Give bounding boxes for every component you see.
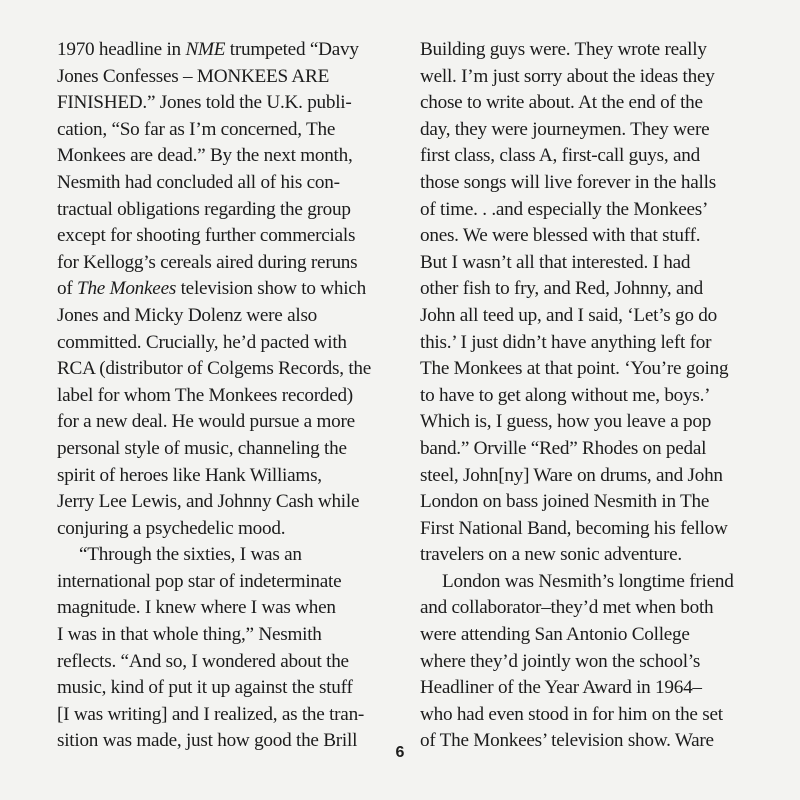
text-line: The Monkees at that point. ‘You’re going: [420, 358, 729, 380]
text-line: magnitude. I knew where I was when: [57, 597, 336, 619]
text-line: well. I’m just sorry about the ideas they: [420, 65, 715, 87]
text-line: “Through the sixties, I was an: [79, 544, 302, 566]
text-line: this.’ I just didn’t have anything left for: [420, 331, 712, 353]
text-line: Jones Confesses – MONKEES ARE: [57, 65, 330, 87]
text-line: Jerry Lee Lewis, and Johnny Cash while: [57, 491, 360, 513]
text-line: committed. Crucially, he’d pacted with: [57, 331, 347, 353]
text-line: personal style of music, channeling the: [57, 437, 347, 459]
text-line: day, they were journeymen. They were: [420, 118, 710, 140]
text-line: RCA (distributor of Colgems Records, the: [57, 358, 372, 380]
left-column: [57, 37, 412, 755]
text-line: for Kellogg’s cereals aired during reruns: [57, 251, 358, 273]
page-number: 6: [395, 744, 405, 761]
text-line: But I wasn’t all that interested. I had: [420, 251, 691, 273]
text-line: Jones and Micky Dolenz were also: [57, 304, 318, 326]
text-line: those songs will live forever in the halls: [420, 171, 716, 193]
text-line: cation, “So far as I’m concerned, The: [57, 118, 336, 140]
text-line: first class, class A, first-call guys, and: [420, 145, 700, 167]
text-line: to have to get along without me, boys.’: [420, 384, 711, 406]
text-line: spirit of heroes like Hank Williams,: [57, 464, 322, 486]
text-line: other fish to fry, and Red, Johnny, and: [420, 278, 703, 300]
text-line: London was Nesmith’s longtime friend: [442, 570, 734, 592]
text-line: [I was writing] and I realized, as the tran-: [57, 703, 365, 725]
text-line: Which is, I guess, how you leave a pop: [420, 411, 712, 433]
text-line: Monkees are dead.” By the next month,: [57, 145, 353, 167]
right-column: [420, 37, 775, 755]
text-line: and collaborator–they’d met when both: [420, 597, 714, 619]
text-line: of time. . .and especially the Monkees’: [420, 198, 709, 220]
text-line: ones. We were blessed with that stuff.: [420, 225, 701, 247]
text-line: 1970 headline in NME trumpeted “Davy: [57, 39, 359, 60]
text-line: label for whom The Monkees recorded): [57, 384, 353, 406]
text-line: FINISHED.” Jones told the U.K. publi-: [57, 92, 352, 114]
text-line: steel, John[ny] Ware on drums, and John: [420, 464, 723, 486]
text-line: who had even stood in for him on the set: [420, 703, 723, 725]
text-line: except for shooting further commercials: [57, 225, 356, 247]
text-line: of The Monkees’ television show. Ware: [420, 730, 714, 752]
text-line: London on bass joined Nesmith in The: [420, 491, 710, 513]
text-line: conjuring a psychedelic mood.: [57, 517, 286, 539]
text-line: I was in that whole thing,” Nesmith: [57, 624, 322, 646]
text-line: where they’d jointly won the school’s: [420, 650, 701, 672]
text-line: music, kind of put it up against the stuff: [57, 677, 353, 699]
text-line: band.” Orville “Red” Rhodes on pedal: [420, 437, 707, 459]
text-line: reflects. “And so, I wondered about the: [57, 650, 349, 672]
text-line: John all teed up, and I said, ‘Let’s go do: [420, 304, 717, 326]
text-line: Headliner of the Year Award in 1964–: [420, 677, 702, 699]
text-line: of The Monkees television show to which: [57, 278, 366, 300]
text-line: Nesmith had concluded all of his con-: [57, 171, 340, 193]
text-line: tractual obligations regarding the group: [57, 198, 351, 220]
text-line: Building guys were. They wrote really: [420, 39, 707, 60]
text-line: chose to write about. At the end of the: [420, 92, 703, 114]
text-line: sition was made, just how good the Brill: [57, 730, 358, 752]
text-line: travelers on a new sonic adventure.: [420, 544, 682, 566]
text-line: for a new deal. He would pursue a more: [57, 411, 355, 433]
text-line: international pop star of indeterminate: [57, 570, 342, 592]
text-line: were attending San Antonio College: [420, 624, 690, 646]
text-line: First National Band, becoming his fellow: [420, 517, 728, 539]
